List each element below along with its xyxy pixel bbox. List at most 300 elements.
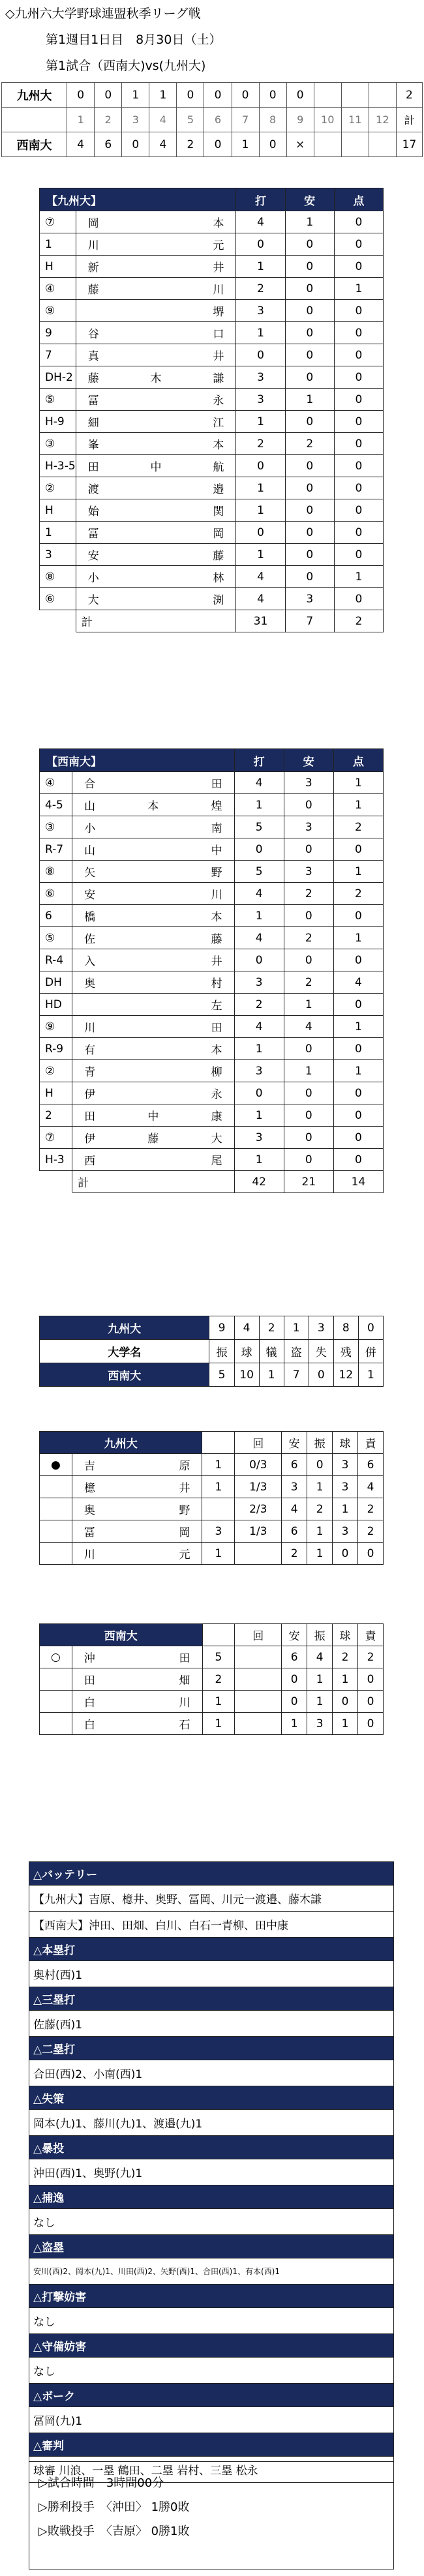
player-name <box>76 477 236 499</box>
rbi: 1 <box>334 566 383 588</box>
name-char: 藤 <box>147 1133 159 1146</box>
note-text: 【西南大】沖田、田畑、白川、白石一青柳、田中康 <box>29 1912 394 1938</box>
name-char: 野 <box>179 1504 190 1517</box>
position: 1 <box>40 522 76 544</box>
name-char: 元 <box>213 239 224 252</box>
walks: 1 <box>333 1498 358 1520</box>
section-title: △守備妨害 <box>29 2334 394 2358</box>
col-header: 球 <box>333 1624 358 1646</box>
strikeouts: 1 <box>307 1476 333 1498</box>
player-name-chars <box>72 1063 234 1079</box>
batter-row <box>40 322 384 344</box>
rbi: 1 <box>333 1060 383 1082</box>
page-title: ◇九州六大学野球連盟秋季リーグ戦 <box>5 7 201 21</box>
batter-row <box>40 816 384 838</box>
hits: 0 <box>284 949 333 971</box>
batter-row <box>40 994 384 1016</box>
inning-number: 9 <box>286 108 314 132</box>
stat-value: 2 <box>259 1316 284 1340</box>
hits: 0 <box>284 1127 333 1149</box>
player-name-chars <box>76 236 236 252</box>
position: ⑨ <box>40 1016 72 1038</box>
note-section-header <box>29 2037 394 2060</box>
name-char: 奥 <box>83 1504 95 1517</box>
name-char: 岡 <box>179 1526 190 1539</box>
innings-whole <box>202 1498 235 1520</box>
position: H-3-5 <box>40 455 76 477</box>
batting-header-row <box>40 749 384 772</box>
game-summary <box>29 2461 394 2569</box>
round-date: 第1週目1日目 8月30日（土） <box>46 33 222 47</box>
name-char: 川 <box>211 889 222 902</box>
at-bats: 4 <box>234 927 284 949</box>
name-char: 左 <box>211 999 222 1013</box>
hits: 0 <box>284 1038 333 1060</box>
name-char: 永 <box>213 394 224 407</box>
inning-score: 4 <box>149 132 177 157</box>
name-char: 始 <box>87 505 99 518</box>
inning-score: 0 <box>67 83 95 108</box>
col-header: 点 <box>333 749 383 772</box>
batter-row <box>40 949 384 971</box>
position: ⑦ <box>40 1127 72 1149</box>
note-text: 【九州大】吉原、檍井、奥野、冨岡、川元一渡邉、藤木謙 <box>29 1886 394 1912</box>
name-char: 檍 <box>83 1482 95 1495</box>
name-char: 冨 <box>87 527 99 540</box>
hits: 3 <box>284 861 333 883</box>
col-header: 振 <box>307 1624 333 1646</box>
note-section-header <box>29 2086 394 2110</box>
rbi: 1 <box>334 278 383 300</box>
section-title: △失策 <box>29 2086 394 2110</box>
player-name-chars <box>72 952 234 968</box>
innings-fraction: 1/3 <box>235 1520 282 1543</box>
innings-fraction <box>235 1543 282 1565</box>
walks: 0 <box>333 1543 358 1565</box>
position: 9 <box>40 322 76 344</box>
hits: 0 <box>285 278 334 300</box>
player-name-chars <box>76 591 236 607</box>
player-name <box>76 300 236 322</box>
name-char: 白 <box>83 1696 95 1710</box>
player-name-chars <box>72 1715 202 1732</box>
player-name-chars <box>72 1151 234 1168</box>
batter-row <box>40 772 384 794</box>
name-char: 石 <box>179 1719 190 1732</box>
note-line <box>29 2209 394 2235</box>
at-bats: 0 <box>236 455 285 477</box>
rbi: 0 <box>334 477 383 499</box>
name-char: 謙 <box>213 372 224 385</box>
hits: 0 <box>285 366 334 389</box>
player-name-chars <box>76 502 236 518</box>
rbi: 1 <box>333 861 383 883</box>
player-name-chars <box>72 841 234 857</box>
batter-row <box>40 278 384 300</box>
player-name <box>72 1713 202 1735</box>
name-char: 藤 <box>87 284 99 297</box>
note-text: 沖田(西)1、奥野(九)1 <box>29 2159 394 2185</box>
hits: 4 <box>284 1016 333 1038</box>
at-bats: 4 <box>236 566 285 588</box>
team-name: 九州大 <box>40 1316 209 1340</box>
team-stats-row-header <box>40 1340 384 1363</box>
position: DH <box>40 971 72 994</box>
hits-allowed: 4 <box>282 1498 307 1520</box>
player-name <box>76 389 236 411</box>
hits: 0 <box>284 1082 333 1104</box>
walks: 2 <box>333 1646 358 1668</box>
note-text: 佐藤(西)1 <box>29 2011 394 2037</box>
position: H-9 <box>40 411 76 433</box>
total-at-bats: 42 <box>234 1171 284 1193</box>
stat-header: 犠 <box>259 1340 284 1363</box>
hits: 0 <box>284 838 333 861</box>
team-stats-row-top <box>40 1316 384 1340</box>
pitching-table-kyushu <box>39 1431 384 1565</box>
name-char: 有 <box>84 1044 96 1057</box>
position: ⑥ <box>40 883 72 905</box>
player-name <box>72 1149 234 1171</box>
total-label: 計 <box>72 1171 234 1193</box>
player-name <box>72 1543 202 1565</box>
batter-row <box>40 1016 384 1038</box>
name-char: 堺 <box>213 306 224 319</box>
name-char: 元 <box>179 1548 190 1562</box>
note-line <box>29 2358 394 2384</box>
total-label: 計 <box>76 610 236 632</box>
at-bats: 1 <box>234 794 284 816</box>
position: ⑧ <box>40 566 76 588</box>
name-char: 藤 <box>87 372 99 385</box>
hits: 2 <box>284 971 333 994</box>
at-bats: 2 <box>236 433 285 455</box>
hits: 3 <box>284 816 333 838</box>
note-text: 合田(西)2、小南(西)1 <box>29 2060 394 2086</box>
player-name <box>76 499 236 522</box>
player-name-chars <box>76 524 236 540</box>
name-char: 山 <box>84 800 96 813</box>
strikeouts: 0 <box>307 1454 333 1476</box>
name-char: 林 <box>213 572 224 585</box>
batter-row <box>40 256 384 278</box>
name-char: 川 <box>84 1022 96 1035</box>
inning-score: 1 <box>232 132 259 157</box>
name-char: 中 <box>211 844 222 857</box>
position: ③ <box>40 433 76 455</box>
player-name <box>72 1454 202 1476</box>
at-bats: 2 <box>236 278 285 300</box>
rbi: 2 <box>333 816 383 838</box>
batter-row <box>40 1149 384 1171</box>
position: R-7 <box>40 838 72 861</box>
note-section-header <box>29 2384 394 2407</box>
player-name <box>72 861 234 883</box>
at-bats: 1 <box>236 256 285 278</box>
at-bats: 1 <box>234 1038 284 1060</box>
name-char: 峯 <box>87 439 99 452</box>
hits: 0 <box>285 344 334 366</box>
note-text: 岡本(九)1、藤川(九)1、渡邉(九)1 <box>29 2110 394 2136</box>
hits-allowed: 2 <box>282 1543 307 1565</box>
note-text: なし <box>29 2308 394 2334</box>
position: 2 <box>40 1104 72 1127</box>
batting-header-row <box>40 188 384 211</box>
rbi: 0 <box>334 344 383 366</box>
earned-runs: 2 <box>358 1646 384 1668</box>
name-char: 安 <box>87 550 99 563</box>
rbi: 0 <box>333 1038 383 1060</box>
col-header: 安 <box>284 749 333 772</box>
hits: 0 <box>285 233 334 256</box>
player-name <box>72 1016 234 1038</box>
player-name-chars <box>76 369 236 385</box>
total-at-bats: 31 <box>236 610 285 632</box>
player-name-chars <box>76 280 236 297</box>
at-bats: 3 <box>236 300 285 322</box>
inning-score: 0 <box>177 83 204 108</box>
player-name-chars <box>72 1693 202 1710</box>
inning-number: 2 <box>95 108 122 132</box>
team-stats-row-bottom <box>40 1363 384 1387</box>
player-name-chars <box>72 1523 202 1539</box>
at-bats: 1 <box>236 544 285 566</box>
inning-score: 0 <box>259 83 286 108</box>
batter-row <box>40 566 384 588</box>
batter-row <box>40 905 384 927</box>
name-char: 井 <box>213 350 224 363</box>
strikeouts: 1 <box>307 1691 333 1713</box>
position: ⑧ <box>40 861 72 883</box>
total-row <box>40 1171 384 1193</box>
col-header: 打 <box>236 188 285 211</box>
stat-value: 7 <box>284 1363 309 1387</box>
player-name-chars <box>76 458 236 474</box>
name-char: 煌 <box>211 800 222 813</box>
player-name-chars <box>72 1501 202 1517</box>
inning-score: 4 <box>67 132 95 157</box>
inning-score: 0 <box>95 83 122 108</box>
name-char: 合 <box>84 778 96 791</box>
decision-mark <box>40 1543 72 1565</box>
inning-number: 6 <box>204 108 232 132</box>
batter-row <box>40 1082 384 1104</box>
decision-mark: ● <box>40 1454 72 1476</box>
stat-header: 併 <box>358 1340 383 1363</box>
stat-value: 9 <box>209 1316 234 1340</box>
player-name <box>76 433 236 455</box>
batter-row <box>40 971 384 994</box>
name-char: 中 <box>150 461 162 474</box>
player-name <box>76 233 236 256</box>
total-row <box>40 610 384 632</box>
hits: 3 <box>284 772 333 794</box>
section-title: △打撃妨害 <box>29 2285 394 2308</box>
player-name <box>76 411 236 433</box>
inning-number: 10 <box>314 108 341 132</box>
name-char: 航 <box>213 461 224 474</box>
player-name <box>72 994 234 1016</box>
note-text: 奥村(西)1 <box>29 1961 394 1987</box>
name-char: 伊 <box>84 1088 96 1101</box>
at-bats: 4 <box>234 1016 284 1038</box>
position: ⑨ <box>40 300 76 322</box>
name-char: 江 <box>213 417 224 430</box>
position: 6 <box>40 905 72 927</box>
player-name-chars <box>72 1129 234 1146</box>
team-title: 西南大 <box>40 1624 203 1646</box>
name-char: 田 <box>211 1022 222 1035</box>
at-bats: 3 <box>234 1060 284 1082</box>
name-char: 本 <box>147 800 159 813</box>
inning-score <box>314 83 341 108</box>
position: ⑤ <box>40 927 72 949</box>
game-notes-table <box>29 1861 394 2483</box>
name-char: 川 <box>87 239 99 252</box>
note-line <box>29 2159 394 2185</box>
rbi: 0 <box>334 366 383 389</box>
at-bats: 0 <box>236 233 285 256</box>
walks: 1 <box>333 1713 358 1735</box>
player-name <box>72 794 234 816</box>
hits: 2 <box>284 927 333 949</box>
player-name <box>72 816 234 838</box>
name-char: 邉 <box>213 483 224 496</box>
strikeouts: 3 <box>307 1713 333 1735</box>
name-char: 渡 <box>87 483 99 496</box>
rbi: 2 <box>333 883 383 905</box>
position: ④ <box>40 278 76 300</box>
name-char: 木 <box>150 372 162 385</box>
at-bats: 4 <box>234 772 284 794</box>
player-name <box>72 1476 202 1498</box>
total-rbi: 14 <box>333 1171 383 1193</box>
linescore-row-bottom <box>2 132 423 157</box>
name-char: 関 <box>213 505 224 518</box>
at-bats: 1 <box>234 1149 284 1171</box>
batter-row <box>40 366 384 389</box>
name-char: 田 <box>83 1674 95 1687</box>
strikeouts: 1 <box>307 1520 333 1543</box>
hits: 3 <box>285 588 334 610</box>
position: R-9 <box>40 1038 72 1060</box>
batter-row <box>40 344 384 366</box>
hits: 0 <box>284 1149 333 1171</box>
inning-score <box>369 132 396 157</box>
rbi: 1 <box>333 1016 383 1038</box>
pitcher-row <box>40 1713 384 1735</box>
position: H <box>40 499 76 522</box>
walks: 1 <box>333 1668 358 1691</box>
innings-fraction: 0/3 <box>235 1454 282 1476</box>
batter-row <box>40 794 384 816</box>
batter-row <box>40 861 384 883</box>
innings-fraction <box>235 1691 282 1713</box>
inning-score <box>314 132 341 157</box>
player-name <box>76 588 236 610</box>
name-char: 入 <box>84 955 96 968</box>
name-char: 冨 <box>87 394 99 407</box>
player-name-chars <box>76 303 236 319</box>
stat-value: 5 <box>209 1363 234 1387</box>
player-name <box>72 1127 234 1149</box>
rbi: 0 <box>333 1149 383 1171</box>
player-name <box>72 971 234 994</box>
player-name-chars <box>72 1649 202 1665</box>
stat-value: 0 <box>309 1363 333 1387</box>
rbi: 0 <box>334 522 383 544</box>
rbi: 4 <box>333 971 383 994</box>
player-name-chars <box>76 480 236 496</box>
note-line <box>29 1961 394 1987</box>
player-name-chars <box>72 775 234 791</box>
name-char: 川 <box>213 284 224 297</box>
blank-cell <box>40 1171 72 1193</box>
hits-allowed: 6 <box>282 1454 307 1476</box>
batter-row <box>40 1060 384 1082</box>
hits-allowed: 0 <box>282 1691 307 1713</box>
hits: 0 <box>285 455 334 477</box>
name-char: 藤 <box>213 550 224 563</box>
linescore-row-top <box>2 83 423 108</box>
player-name <box>72 1498 202 1520</box>
position: ⑦ <box>40 211 76 233</box>
blank-cell <box>2 108 67 132</box>
at-bats: 0 <box>234 949 284 971</box>
player-name <box>72 1082 234 1104</box>
player-name <box>72 1520 202 1543</box>
pitcher-row <box>40 1668 384 1691</box>
player-name <box>72 1691 202 1713</box>
pitcher-row <box>40 1520 384 1543</box>
hits: 0 <box>284 905 333 927</box>
rbi: 0 <box>334 499 383 522</box>
position: H <box>40 256 76 278</box>
note-line <box>29 2060 394 2086</box>
innings-whole: 2 <box>202 1668 235 1691</box>
team-name: 九州大 <box>2 83 67 108</box>
decision-mark <box>40 1668 72 1691</box>
hits-allowed: 6 <box>282 1520 307 1543</box>
player-name <box>72 905 234 927</box>
name-char: 本 <box>213 439 224 452</box>
team-title: 【九州大】 <box>40 188 236 211</box>
decision-mark <box>40 1498 72 1520</box>
col-header: 回 <box>235 1432 282 1454</box>
stat-value: 1 <box>259 1363 284 1387</box>
position: ⑥ <box>40 588 76 610</box>
rbi: 0 <box>333 1127 383 1149</box>
inning-score <box>341 132 369 157</box>
name-char: 本 <box>213 217 224 230</box>
at-bats: 5 <box>234 816 284 838</box>
innings-whole: 5 <box>202 1646 235 1668</box>
name-char: 山 <box>84 844 96 857</box>
rbi: 1 <box>333 927 383 949</box>
name-char: 口 <box>213 328 224 341</box>
rbi: 0 <box>334 588 383 610</box>
rbi: 0 <box>333 838 383 861</box>
inning-score <box>369 83 396 108</box>
batter-row <box>40 300 384 322</box>
player-name-chars <box>72 996 234 1013</box>
innings-whole: 1 <box>202 1691 235 1713</box>
player-name <box>72 1668 202 1691</box>
innings-fraction <box>235 1713 282 1735</box>
note-section-header <box>29 2285 394 2308</box>
stat-value: 3 <box>309 1316 333 1340</box>
name-char: 白 <box>83 1719 95 1732</box>
